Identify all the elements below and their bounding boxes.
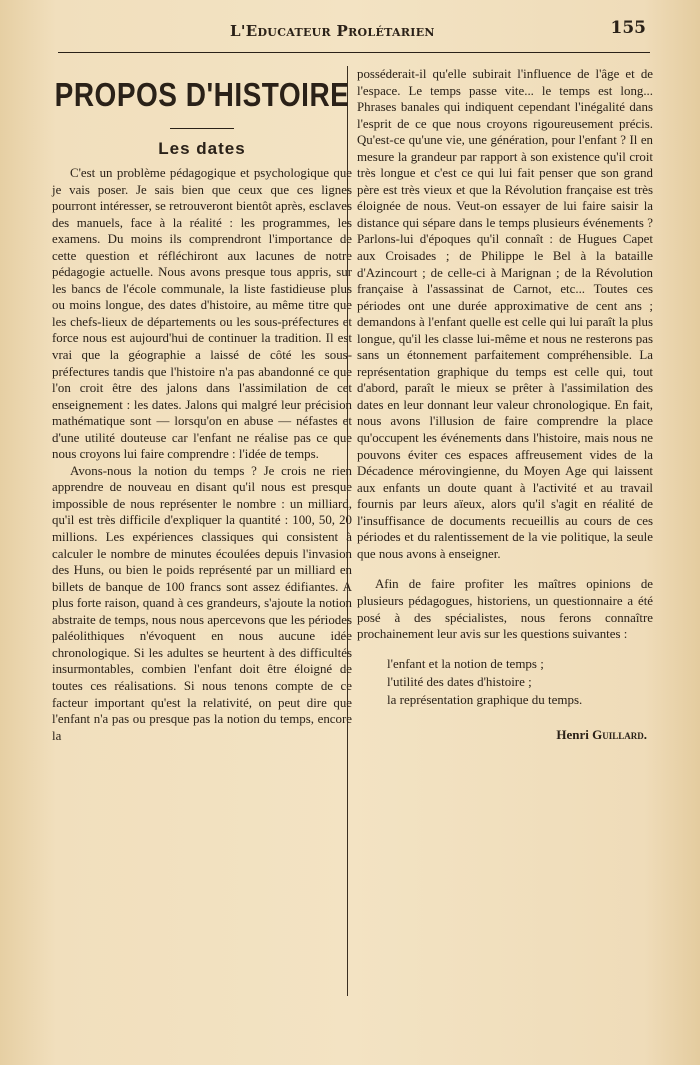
author-last-name: Guillard. [592, 726, 647, 742]
right-column [357, 66, 653, 743]
author-signature [357, 727, 653, 743]
title-rule [170, 128, 234, 129]
list-item: l'utilité des dates d'histoire ; [387, 673, 532, 689]
author-first-name: Henri [556, 726, 589, 742]
header-rule [58, 52, 650, 53]
left-column [52, 66, 352, 744]
paragraph: C'est un problème pédagogique et psychologique que je vais poser. Je sais bien que ceux que ces lignes pourront intéresser, se retrouveront bientôt après, esclaves des manuels, face à la réalité : les programmes, les examens. Du moins ils comprendront l'importance de cette question et réfléchiront aux lacunes de notre pédagogie actuelle. Nous avons presque tous appris, sur les bancs de l'école communale, la liste fastidieuse plus ou moins longue, des dates d'histoire, au même titre que les chefs-lieux de départements ou les sous-préfectures et force nous est aujourd'hui de continuer la tradition. Il est vrai que la géographie a laissé de côté les sous-préfectures tandis que l'histoire n'a pas abandonné ce que l'on croit être des jalons dans l'assimilation de cet enseignement : les dates. Jalons qui malgré leur précision mathématique sont — lorsqu'on en abuse — néfastes et d'une utilité douteuse car l'enfant ne réalise pas ce que nous croyons lui faire comprendre : l'idée de temps. [52, 166, 352, 462]
page-number: 155 [610, 18, 646, 38]
journal-title: L'Educateur Prolétarien [230, 22, 435, 40]
question-list [387, 655, 653, 709]
paragraph: Afin de faire profiter les maîtres opinions de plusieurs pédagogues, historiens, un questionnaire a été posé à des spécialistes, nous ferons connaître prochainement leur avis sur les questions suivantes : [357, 577, 653, 642]
paragraph: Avons-nous la notion du temps ? Je crois ne rien apprendre de nouveau en disant qu'il nous est presque impossible de nous représenter le nombre : un milliard, qu'il est très difficile d'expliquer la quantité : 100, 50, 20 millions. Les expériences classiques qui consistent à calculer le nombre de minutes écoulées depuis l'invasion des Huns, ou bien le poids représenté par un milliard en billets de banque de 100 francs sont assez édifiantes. A plus forte raison, quand à ces grandeurs, s'ajoute la notion abstraite de temps, nous nous apercevons que les périodes paléolithiques n'évoquent en nous aucune idée chronologique. Si les adultes se heurtent à des difficultés insurmontables, combien l'enfant doit être éloigné de toutes ces réalisations. Si nous tenons compte de ce facteur important qu'est la relativité, on peut dire que l'enfant n'a pas ou presque pas la notion du temps, encore la [52, 463, 352, 743]
article-subtitle: Les dates [158, 139, 246, 158]
paragraph: posséderait-il qu'elle subirait l'influence de l'âge et de l'espace. Le temps passe vite... le temps est long... Phrases banales qui indiquent cependant l'inégalité dans l'esprit de ce que nous croyons rigoureusement précis. Qu'est-ce qu'une vie, une génération, pour l'enfant ? Il en mesure la grandeur par rapport à son existence qu'il croit très longue et c'est ce qui lui fait penser que son grand père est très vieux et que la Révolution française est très éloignée de nous. Veut-on essayer de lui faire saisir la distance qui sépare dans le temps plusieurs événements ? Parlons-lui d'époques qu'il connaît : de Hugues Capet aux Croisades ; de Philippe le Bel à la bataille d'Azincourt ; de celle-ci à Marignan ; de la Révolution française à l'assassinat de Carnot, etc... Toutes ces périodes ont une durée approximative de cent ans ; demandons à l'enfant quelle est celle qui lui paraît la plus longue, qu'il les classe lui-même et nous ne resterons pas sans un étonnement parfaitement compréhensible. La représentation graphique du temps est celle qui, tout d'abord, paraît le mieux se prêter à l'assimilation des dates en leur donnant leur valeur chronologique. En fait, nous avons l'illusion de faire comprendre la place qu'occupent les événements dans l'histoire, mais nous ne pouvons éviter ces espaces affreusement vides de la Décadence mérovingienne, du Moyen Age qui laissent aux enfants un doute quant à l'activité et au travail fournis par leurs aïeux, alors qu'il s'agit en réalité de l'insuffisance de documents recueillis au cours de ces périodes et du ralentissement de la vie politique, la seule que nous avons à enseigner. [357, 67, 653, 561]
list-item: la représentation graphique du temps. [387, 691, 583, 707]
list-item: l'enfant et la notion de temps ; [387, 655, 544, 671]
article-title: PROPOS D'HISTOIRE [54, 76, 350, 113]
running-header [58, 16, 650, 40]
